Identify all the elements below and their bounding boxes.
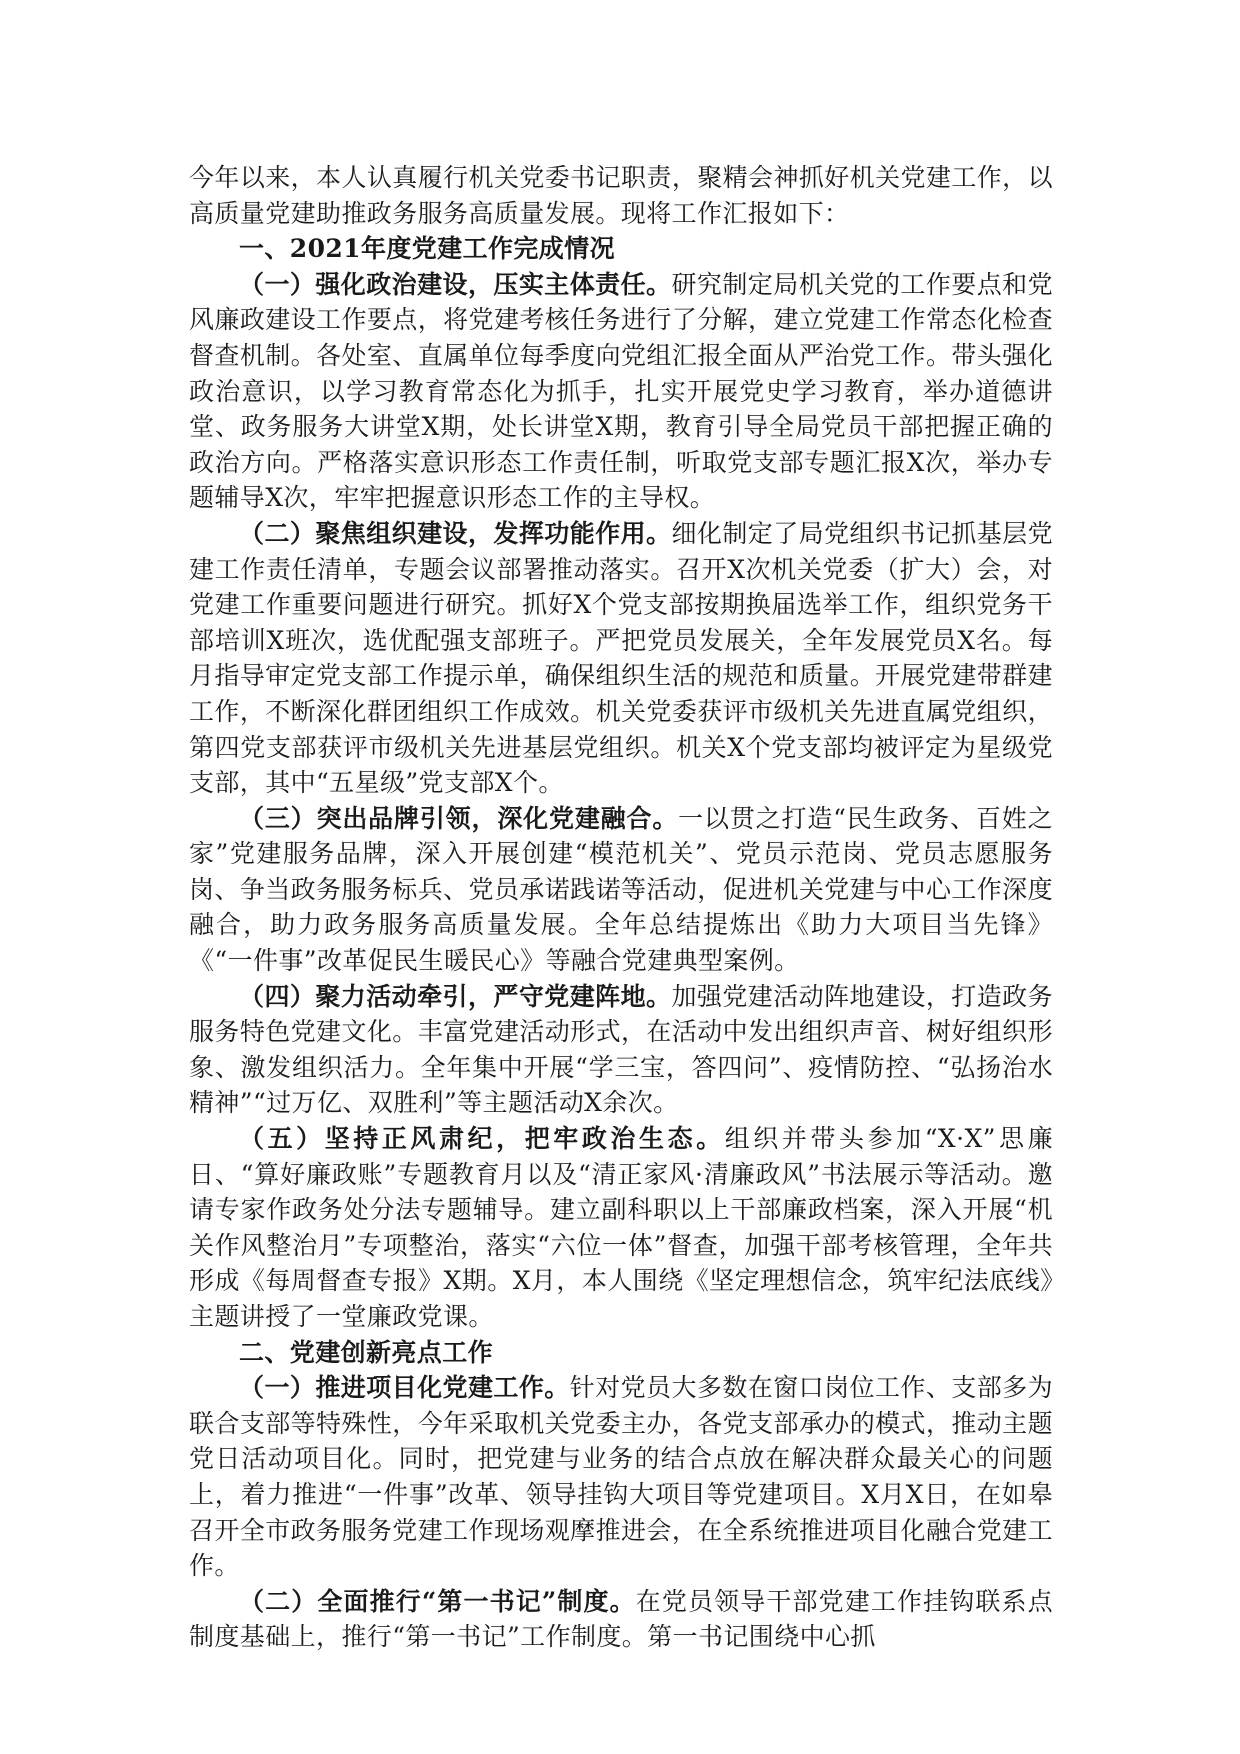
item-lead: （四）聚力活动牵引，严守党建阵地。 [239, 981, 672, 1011]
item-body: 研究制定局机关党的工作要点和党风廉政建设工作要点，将党建考核任务进行了分解，建立党建工作常态化检查督查机制。各处室、直属单位每季度向党组汇报全面从严治党工作。带头强化政治意识，以学习教育常态化为抓手，扎实开展党史学习教育，举办道德讲堂、政务服务大讲堂X期，处长讲堂X期，教育引导全局党员干部把握正确的政治方向。严格落实意识形态工作责任制，听取党支部专题汇报X次，举办专题辅导X次，牢牢把握意识形态工作的主导权。 [189, 269, 1053, 513]
section-1-item-5 [189, 1121, 1053, 1335]
item-lead: （五）坚持正风肃纪，把牢政治生态。 [239, 1124, 725, 1154]
item-lead: （一）强化政治建设，压实主体责任。 [239, 269, 672, 299]
item-lead: （二）全面推行“第一书记”制度。 [239, 1586, 636, 1616]
item-lead: （三）突出品牌引领，深化党建融合。 [239, 803, 679, 833]
section-2-heading: 二、党建创新亮点工作 [239, 1337, 494, 1367]
section-1-item-3 [189, 801, 1053, 979]
section-1-item-4 [189, 979, 1053, 1121]
document-page [189, 160, 1053, 1655]
item-lead: （二）聚焦组织建设，发挥功能作用。 [239, 518, 672, 548]
item-lead: （一）推进项目化党建工作。 [239, 1373, 570, 1403]
item-body: 针对党员大多数在窗口岗位工作、支部多为联合支部等特殊性，今年采取机关党委主办，各党支部承办的模式，推动主题党日活动项目化。同时，把党建与业务的结合点放在解决群众最关心的问题上，着力推进“一件事”改革、领导挂钩大项目等党建项目。X月X日，在如皋召开全市政务服务党建工作现场观摩推进会，在全系统推进项目化融合党建工作。 [189, 1373, 1053, 1581]
section-1-heading: 一、2021年度党建工作完成情况 [239, 234, 615, 264]
section-2-item-2 [189, 1584, 1053, 1655]
item-body: 一以贯之打造“民生政务、百姓之家”党建服务品牌，深入开展创建“模范机关”、党员示范岗、党员志愿服务岗、争当政务服务标兵、党员承诺践诺等活动，促进机关党建与中心工作深度融合，助力政务服务高质量发展。全年总结提炼出《助力大项目当先锋》《“一件事”改革促民生暖民心》等融合党建典型案例。 [189, 803, 1053, 976]
section-1-item-2 [189, 516, 1053, 801]
section-1-item-1 [189, 267, 1053, 516]
intro-paragraph: 今年以来，本人认真履行机关党委书记职责，聚精会神抓好机关党建工作，以高质量党建助推政务服务高质量发展。现将工作汇报如下： [189, 163, 1053, 228]
section-2-item-1 [189, 1370, 1053, 1584]
item-body: 在党员领导干部党建工作挂钩联系点制度基础上，推行“第一书记”工作制度。第一书记围绕中心抓 [189, 1586, 1053, 1652]
item-body: 加强党建活动阵地建设，打造政务服务特色党建文化。丰富党建活动形式，在活动中发出组织声音、树好组织形象、激发组织活力。全年集中开展“学三宝，答四问”、疫情防控、“弘扬治水精神”“过万亿、双胜利”等主题活动X余次。 [189, 981, 1053, 1118]
item-body: 组织并带头参加“X·X”思廉日、“算好廉政账”专题教育月以及“清正家风·清廉政风”书法展示等活动。邀请专家作政务处分法专题辅导。建立副科职以上干部廉政档案，深入开展“机关作风整治月”专项整治，落实“六位一体”督查，加强干部考核管理，全年共形成《每周督查专报》X期。X月，本人围绕《坚定理想信念，筑牢纪法底线》主题讲授了一堂廉政党课。 [189, 1124, 1053, 1331]
item-body: 细化制定了局党组织书记抓基层党建工作责任清单，专题会议部署推动落实。召开X次机关党委（扩大）会，对党建工作重要问题进行研究。抓好X个党支部按期换届选举工作，组织党务干部培训X班次，选优配强支部班子。严把党员发展关，全年发展党员X名。每月指导审定党支部工作提示单，确保组织生活的规范和质量。开展党建带群建工作，不断深化群团组织工作成效。机关党委获评市级机关先进直属党组织，第四党支部获评市级机关先进基层党组织。机关X个党支部均被评定为星级党支部，其中“五星级”党支部X个。 [189, 518, 1053, 798]
